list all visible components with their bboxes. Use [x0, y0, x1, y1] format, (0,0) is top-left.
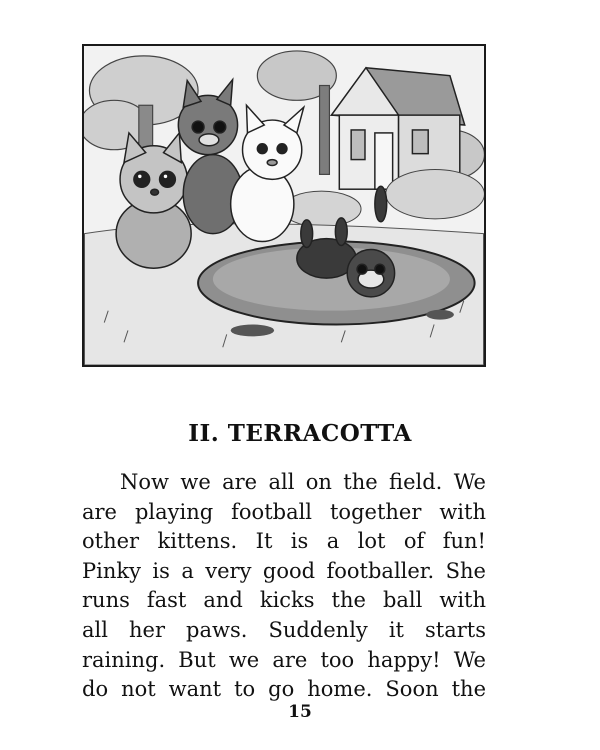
illustration-kittens-puddle: [82, 44, 486, 367]
chapter-title: II. TERRACOTTA: [188, 420, 412, 447]
paragraph-line: are playing football together with: [82, 499, 486, 524]
paragraph-line: raining. But we are too happy! We: [82, 647, 486, 672]
paragraph-line: Now we are all on the field. We: [120, 470, 486, 494]
paragraph-line: other kittens. It is a lot of fun!: [82, 529, 486, 554]
paragraph-line: Pinky is a very good footballer. She: [82, 558, 486, 583]
body-paragraph: [82, 468, 486, 705]
kitten-striped: [116, 133, 191, 268]
paragraph-line: runs fast and kicks the ball with: [82, 588, 486, 613]
page-number: 15: [288, 702, 312, 722]
paragraph-line: do not want to go home. Soon the: [82, 677, 486, 702]
paragraph-line: all her paws. Suddenly it starts: [82, 617, 486, 642]
